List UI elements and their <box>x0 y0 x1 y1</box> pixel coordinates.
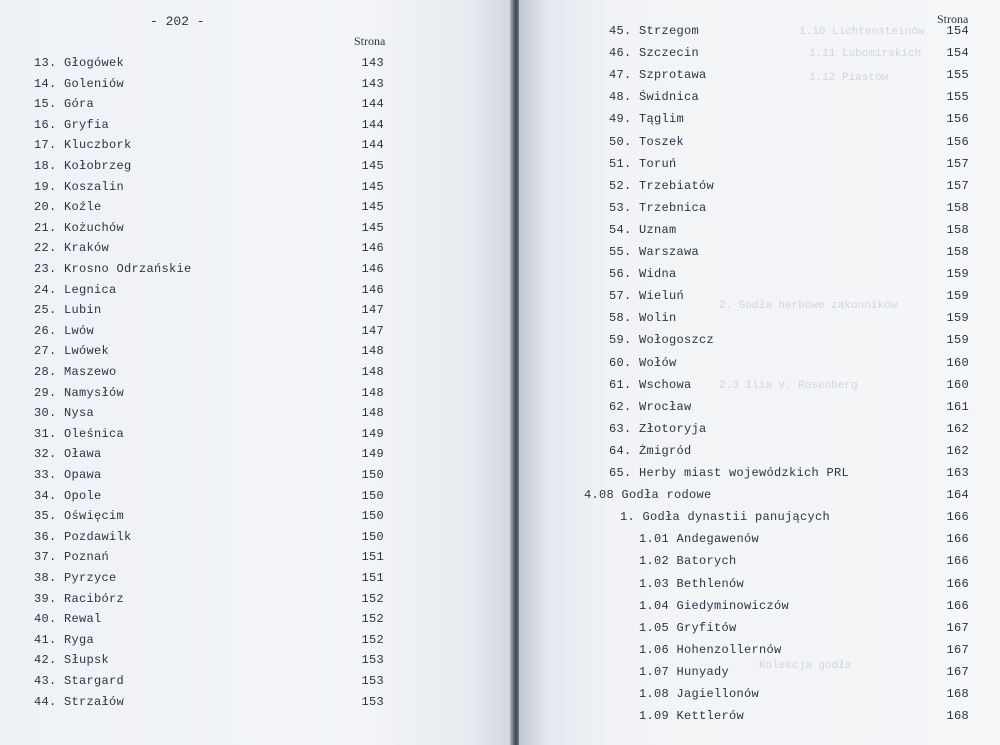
toc-entry-label: 1.03 Bethlenów <box>639 576 745 591</box>
toc-entry <box>34 427 384 445</box>
toc-entry <box>34 221 384 239</box>
toc-entry-label: 64. Żmigród <box>609 443 692 458</box>
toc-entry <box>609 289 969 307</box>
toc-entry <box>34 695 384 713</box>
toc-entry-page: 167 <box>946 642 969 657</box>
toc-entry-page: 148 <box>361 406 384 421</box>
toc-entry-page: 145 <box>361 200 384 215</box>
toc-entry <box>34 180 384 198</box>
toc-entry-label: 62. Wrocław <box>609 399 692 414</box>
toc-entry <box>34 468 384 486</box>
toc-entry-page: 146 <box>361 282 384 297</box>
toc-entry <box>639 532 969 550</box>
toc-entry-page: 156 <box>946 112 969 127</box>
page-number: - 202 - <box>150 14 205 29</box>
toc-entry-label: 27. Lwówek <box>34 344 110 359</box>
toc-entry-label: 28. Maszewo <box>34 365 117 379</box>
toc-entry <box>34 118 384 136</box>
right-page: 1.10 Lichtensteinów 1.11 Lubomirskich 1.12 Piastów 2. Godła herbowe zakonników 2.3 Ilia v. Rosenberg Kolekcja godła Strona 45. Strzegom 154 46. Szczecin 154 47. Szprotawa 155 48. Świdnica 155 49. Tąglim 156 50. Toszek 156 51. Toruń 157 52. Trzebiatów 157 53. Trzebnica 158 54. Uznam 158 55. Warszawa 158 56. Widna 159 57. Wieluń 159 58. Wolin 159 59. Wołogoszcz 159 60. Wołów 160 61. Wschowa 160 62. Wrocław 161 63. Złotoryja 162 64. Żmigród 162 65. Herby miast wojewódzkich PRL 163 4.08 Godła rodowe 164 1. Godła dynastii panujących 166 1.01 Andegawenów 166 1.02 Batorych 166 1.03 Bethlenów 166 1.04 Giedyminowiczów 166 1.05 Gryfitów 167 1.06 Hohenzollernów 167 1.07 Hunyady 167 1.08 Jagiellonów 168 1.09 Kettlerów 168 <box>519 0 1000 745</box>
toc-entry <box>609 157 969 175</box>
toc-entry <box>34 509 384 527</box>
toc-entry-label: 55. Warszawa <box>609 245 700 259</box>
toc-entry-label: 1.08 Jagiellonów <box>639 687 760 701</box>
toc-entry-label: 1.01 Andegawenów <box>639 532 760 547</box>
toc-entry <box>609 24 969 42</box>
toc-entry-label: 1.07 Hunyady <box>639 664 730 679</box>
toc-entry-page: 151 <box>361 550 384 565</box>
toc-entry-page: 167 <box>946 620 969 635</box>
toc-entry-label: 19. Koszalin <box>34 179 125 194</box>
toc-entry-label: 58. Wolin <box>609 311 677 326</box>
toc-entry-label: 14. Goleniów <box>34 76 125 91</box>
toc-entry-label: 1. Godła dynastii panujących <box>620 510 831 525</box>
toc-entry-page: 149 <box>361 426 384 441</box>
toc-entry-page: 160 <box>946 355 969 370</box>
toc-entry-label: 60. Wołów <box>609 355 677 370</box>
toc-entry-label: 26. Lwów <box>34 323 95 338</box>
toc-entry-page: 154 <box>946 46 969 61</box>
toc-entry <box>639 599 969 617</box>
toc-entry-page: 164 <box>946 488 969 503</box>
toc-entry-label: 33. Opawa <box>34 468 102 482</box>
toc-entry <box>609 135 969 153</box>
toc-entry <box>609 112 969 130</box>
toc-entry-page: 155 <box>946 68 969 83</box>
toc-entry-label: 42. Słupsk <box>34 653 110 668</box>
toc-entry-page: 153 <box>361 674 384 688</box>
toc-entry-label: 4.08 Godła rodowe <box>584 488 712 503</box>
toc-entry <box>609 311 969 329</box>
toc-entry <box>34 386 384 404</box>
toc-entry-page: 144 <box>361 138 384 153</box>
toc-entry <box>639 554 969 572</box>
toc-entry <box>34 530 384 548</box>
toc-entry <box>34 56 384 74</box>
toc-entry <box>34 138 384 156</box>
toc-entry-label: 38. Pyrzyce <box>34 571 117 585</box>
toc-entry-label: 37. Poznań <box>34 550 110 565</box>
toc-entry <box>609 68 969 86</box>
toc-entry-label: 34. Opole <box>34 488 102 503</box>
toc-entry <box>34 283 384 301</box>
toc-entry-label: 1.05 Gryfitów <box>639 620 737 635</box>
toc-entry <box>609 356 969 374</box>
toc-entry <box>609 267 969 285</box>
toc-entry-page: 149 <box>361 447 384 462</box>
toc-entry-label: 47. Szprotawa <box>609 68 707 83</box>
toc-entry-page: 161 <box>946 399 969 414</box>
toc-entry <box>639 577 969 595</box>
toc-entry <box>34 571 384 589</box>
toc-entry-label: 35. Oświęcim <box>34 509 125 524</box>
toc-entry <box>609 378 969 396</box>
toc-entry <box>609 201 969 219</box>
toc-entry <box>34 674 384 692</box>
toc-entry <box>34 159 384 177</box>
toc-entry-label: 16. Gryfia <box>34 117 110 132</box>
toc-entry-label: 25. Lubin <box>34 303 102 318</box>
toc-entry-page: 145 <box>361 179 384 194</box>
toc-entry-page: 158 <box>946 222 969 237</box>
toc-entry-page: 158 <box>946 245 969 259</box>
toc-entry <box>34 612 384 630</box>
toc-entry-label: 46. Szczecin <box>609 46 700 61</box>
toc-entry-label: 18. Kołobrzeg <box>34 159 132 173</box>
toc-entry-label: 22. Kraków <box>34 241 110 256</box>
toc-entry-label: 56. Widna <box>609 267 677 282</box>
toc-entry-label: 13. Głogówek <box>34 56 125 70</box>
toc-entry <box>609 444 969 462</box>
toc-entry-page: 155 <box>946 90 969 105</box>
toc-entry <box>609 223 969 241</box>
toc-entry-page: 162 <box>946 421 969 436</box>
toc-entry-page: 153 <box>361 694 384 709</box>
toc-entry-page: 168 <box>946 687 969 701</box>
toc-entry <box>34 653 384 671</box>
toc-entry-page: 144 <box>361 117 384 132</box>
toc-entry-page: 152 <box>361 612 384 627</box>
toc-entry-page: 158 <box>946 200 969 215</box>
toc-entry-page: 150 <box>361 468 384 482</box>
toc-entry-page: 150 <box>361 529 384 544</box>
toc-entry <box>609 179 969 197</box>
toc-entry-page: 159 <box>946 311 969 326</box>
toc-entry <box>639 665 969 683</box>
toc-entry-page: 159 <box>946 289 969 304</box>
toc-entry <box>34 365 384 383</box>
toc-entry-page: 157 <box>946 156 969 171</box>
toc-entry-label: 51. Toruń <box>609 156 677 171</box>
toc-entry-page: 159 <box>946 267 969 282</box>
toc-entry-label: 24. Legnica <box>34 282 117 297</box>
toc-entry <box>639 687 969 705</box>
toc-entry-label: 44. Strzałów <box>34 694 125 709</box>
toc-entry <box>34 447 384 465</box>
toc-entry <box>34 633 384 651</box>
toc-entry-page: 159 <box>946 333 969 348</box>
toc-entry-page: 153 <box>361 653 384 668</box>
toc-entry <box>34 344 384 362</box>
toc-entry-page: 166 <box>946 598 969 613</box>
toc-entry-page: 148 <box>361 365 384 379</box>
toc-entry-page: 146 <box>361 262 384 276</box>
toc-entry-page: 160 <box>946 377 969 392</box>
toc-entry-label: 48. Świdnica <box>609 90 700 105</box>
toc-entry-label: 39. Racibórz <box>34 591 125 606</box>
toc-entry <box>620 510 969 528</box>
toc-entry <box>639 709 969 727</box>
toc-entry-page: 143 <box>361 76 384 91</box>
toc-entry-page: 151 <box>361 571 384 585</box>
toc-entry <box>34 200 384 218</box>
toc-entry-page: 146 <box>361 241 384 256</box>
toc-entry <box>609 46 969 64</box>
toc-entry-label: 43. Stargard <box>34 674 125 688</box>
toc-entry-label: 21. Kożuchów <box>34 220 125 235</box>
toc-entry <box>34 489 384 507</box>
toc-entry <box>34 592 384 610</box>
toc-entry-label: 50. Toszek <box>609 134 685 149</box>
toc-entry <box>639 643 969 661</box>
toc-entry <box>584 488 969 506</box>
toc-entry-page: 162 <box>946 443 969 458</box>
toc-entry <box>609 400 969 418</box>
toc-entry-label: 1.06 Hohenzollernów <box>639 642 782 657</box>
toc-entry-page: 145 <box>361 159 384 173</box>
toc-entry <box>34 241 384 259</box>
column-header-strona: Strona <box>937 12 969 26</box>
toc-entry-label: 49. Tąglim <box>609 112 685 127</box>
toc-entry-page: 143 <box>361 56 384 70</box>
toc-entry-page: 145 <box>361 220 384 235</box>
toc-entry-label: 17. Kluczbork <box>34 138 132 153</box>
toc-entry <box>609 422 969 440</box>
toc-entry-label: 15. Góra <box>34 97 95 112</box>
toc-entry-page: 168 <box>946 709 969 724</box>
toc-entry-label: 1.09 Kettlerów <box>639 709 745 724</box>
toc-entry-label: 59. Wołogoszcz <box>609 333 715 348</box>
toc-entry <box>34 303 384 321</box>
toc-entry-page: 148 <box>361 344 384 359</box>
toc-entry-label: 29. Namysłów <box>34 385 125 400</box>
toc-entry-label: 32. Oława <box>34 447 102 462</box>
toc-entry-label: 40. Rewal <box>34 612 102 627</box>
toc-entry-page: 166 <box>946 532 969 547</box>
toc-entry-label: 30. Nysa <box>34 406 95 421</box>
toc-entry-page: 152 <box>361 632 384 647</box>
toc-entry <box>34 550 384 568</box>
toc-entry-page: 148 <box>361 385 384 400</box>
column-header-strona: Strona <box>354 34 386 48</box>
toc-entry-label: 41. Ryga <box>34 632 95 647</box>
toc-entry-page: 166 <box>946 554 969 569</box>
toc-entry <box>34 77 384 95</box>
toc-entry-label: 54. Uznam <box>609 222 677 237</box>
toc-entry-label: 31. Oleśnica <box>34 426 125 441</box>
toc-entry-label: 23. Krosno Odrzańskie <box>34 262 192 276</box>
toc-entry <box>609 245 969 263</box>
toc-entry <box>34 324 384 342</box>
toc-entry-label: 65. Herby miast wojewódzkich PRL <box>609 466 850 480</box>
toc-entry <box>609 90 969 108</box>
toc-entry-page: 150 <box>361 488 384 503</box>
toc-entry-label: 53. Trzebnica <box>609 200 707 215</box>
toc-entry-page: 152 <box>361 591 384 606</box>
toc-entry-page: 163 <box>946 466 969 480</box>
toc-entry-page: 166 <box>946 510 969 525</box>
toc-entry-label: 1.04 Giedyminowiczów <box>639 598 790 613</box>
toc-entry <box>34 97 384 115</box>
toc-entry-page: 167 <box>946 664 969 679</box>
toc-entry <box>609 333 969 351</box>
toc-entry-label: 45. Strzegom <box>609 24 700 38</box>
toc-entry-page: 150 <box>361 509 384 524</box>
toc-entry-page: 156 <box>946 134 969 149</box>
toc-entry-label: 20. Koźle <box>34 200 102 215</box>
toc-entry <box>34 262 384 280</box>
toc-entry-label: 57. Wieluń <box>609 289 685 304</box>
toc-entry <box>639 621 969 639</box>
toc-entry-page: 154 <box>946 24 969 38</box>
toc-entry-label: 52. Trzebiatów <box>609 178 715 193</box>
toc-entry-page: 144 <box>361 97 384 112</box>
toc-entry-label: 36. Pozdawilk <box>34 529 132 544</box>
toc-entry-page: 147 <box>361 303 384 318</box>
toc-entry-label: 63. Złotoryja <box>609 421 707 436</box>
toc-entry <box>609 466 969 484</box>
toc-entry-label: 61. Wschowa <box>609 377 692 392</box>
toc-entry-label: 1.02 Batorych <box>639 554 737 569</box>
toc-entry-page: 157 <box>946 178 969 193</box>
toc-entry-page: 147 <box>361 323 384 338</box>
toc-entry-page: 166 <box>946 576 969 591</box>
toc-entry <box>34 406 384 424</box>
